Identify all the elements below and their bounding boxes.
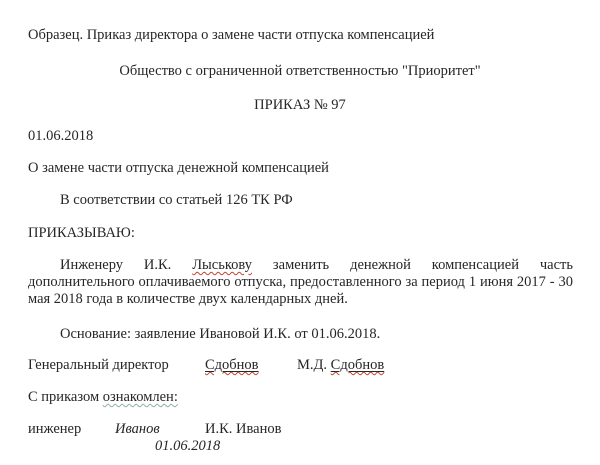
- director-signature: Сдобнов: [205, 357, 259, 373]
- sample-title: Образец. Приказ директора о замене части отпуска компенсацией: [28, 27, 435, 43]
- basis-line: Основание: заявление Ивановой И.К. от 01.06.2018.: [60, 326, 381, 342]
- director-position: Генеральный директор: [28, 357, 169, 373]
- director-initials: М.Д.: [297, 357, 331, 373]
- order-verb: ПРИКАЗЫВАЮ:: [28, 225, 135, 241]
- acquainted-grammar-word: ознакомлен:: [102, 389, 178, 405]
- acquainted-line: [28, 389, 178, 406]
- employee-name: И.К. Иванов: [205, 421, 282, 437]
- misspelled-surname: Лыськову: [192, 257, 253, 273]
- subject-line: О замене части отпуска денежной компенсацией: [28, 160, 329, 176]
- employee-position: инженер: [28, 421, 82, 437]
- employee-signature: Иванов: [115, 421, 160, 437]
- acquainted-text: С приказом: [28, 389, 103, 405]
- signature-date: 01.06.2018: [155, 438, 221, 454]
- director-surname: Сдобнов: [330, 357, 385, 373]
- order-date: 01.06.2018: [28, 128, 94, 144]
- body-text-part2: заменить денежной компенсацией часть дополнительного оплачиваемого отпуска, предоставленного за период 1 июня 2017 - 30 мая 2018 года в количестве двух календарных дней.: [28, 257, 573, 307]
- order-body-paragraph: [28, 257, 573, 308]
- body-text-part1: Инженеру И.К.: [60, 257, 193, 273]
- legal-basis-line: В соответствии со статьей 126 ТК РФ: [60, 192, 293, 208]
- director-name: [297, 357, 384, 374]
- order-heading: ПРИКАЗ № 97: [254, 97, 346, 113]
- company-name: Общество с ограниченной ответственностью "Приоритет": [119, 63, 481, 79]
